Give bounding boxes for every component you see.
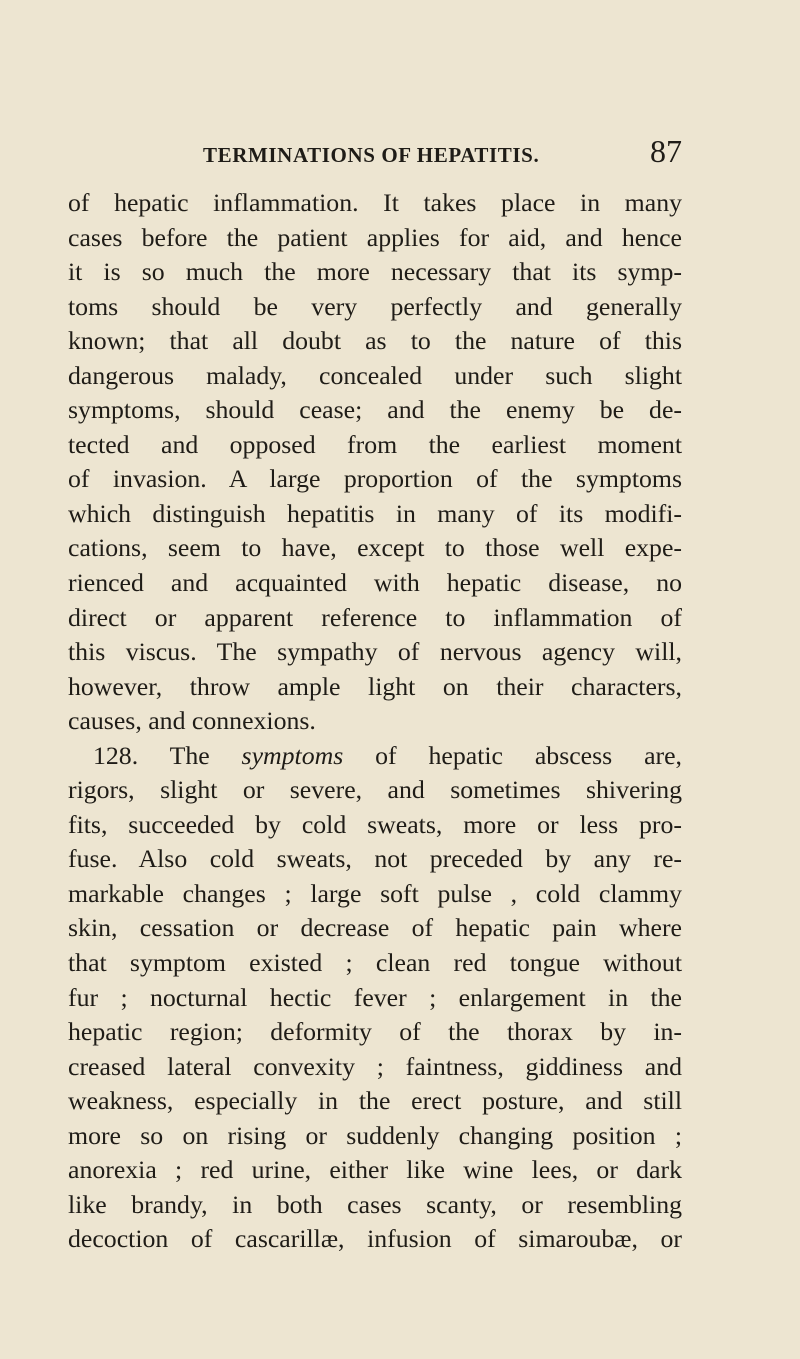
running-title: TERMINATIONS OF HEPATITIS. [203, 143, 540, 167]
text-line: cases before the patient applies for aid, and hence [68, 222, 682, 252]
text-line: which distinguish hepatitis in many of its modifi- [68, 498, 682, 528]
text-line: more so on rising or suddenly changing position ; [68, 1120, 682, 1150]
page-header [68, 133, 682, 179]
text-line: cations, seem to have, except to those well expe- [68, 533, 682, 563]
text-fragment: of hepatic abscess are, [375, 740, 683, 770]
text-line: rigors, slight or severe, and sometimes shivering [68, 775, 682, 805]
text-line: markable changes ; large soft pulse , cold clammy [68, 878, 682, 908]
page-number: 87 [650, 133, 682, 169]
text-line: weakness, especially in the erect posture, and still [68, 1086, 682, 1116]
italic-term: symptoms [241, 740, 344, 770]
text-line: direct or apparent reference to inflammation of [68, 602, 682, 632]
body-text [68, 186, 682, 1257]
text-line: of hepatic inflammation. It takes place in many [68, 188, 682, 217]
text-line: that symptom existed ; clean red tongue without [68, 948, 682, 978]
text-line: however, throw ample light on their characters, [68, 671, 682, 701]
text-line: fits, succeeded by cold sweats, more or less pro- [68, 809, 682, 839]
text-line: anorexia ; red urine, either like wine lees, or dark [68, 1155, 682, 1185]
text-line: it is so much the more necessary that its symp- [68, 257, 682, 287]
text-line: like brandy, in both cases scanty, or resembling [68, 1189, 682, 1219]
text-line: decoction of cascarillæ, infusion of simaroubæ, or [68, 1224, 682, 1254]
text-line: skin, cessation or decrease of hepatic pain where [68, 913, 682, 943]
text-line: rienced and acquainted with hepatic disease, no [68, 568, 682, 598]
text-line: fuse. Also cold sweats, not preceded by any re- [68, 844, 682, 874]
text-line: creased lateral convexity ; faintness, giddiness and [68, 1051, 682, 1081]
text-line: this viscus. The sympathy of nervous agency will, [68, 637, 682, 667]
paragraph-128-first-line [68, 739, 682, 774]
text-line: toms should be very perfectly and generally [68, 291, 682, 321]
text-line: causes, and connexions. [68, 706, 316, 736]
text-line: known; that all doubt as to the nature of this [68, 326, 682, 356]
text-line: tected and opposed from the earliest moment [68, 429, 682, 459]
text-line: of invasion. A large proportion of the symptoms [68, 464, 682, 494]
text-fragment: The [169, 740, 210, 770]
text-line: dangerous malady, concealed under such slight [68, 360, 682, 390]
text-line: symptoms, should cease; and the enemy be de- [68, 395, 682, 425]
paragraph-number: 128. [93, 740, 139, 770]
text-line: fur ; nocturnal hectic fever ; enlargement in the [68, 982, 682, 1012]
text-line: hepatic region; deformity of the thorax by in- [68, 1017, 682, 1047]
